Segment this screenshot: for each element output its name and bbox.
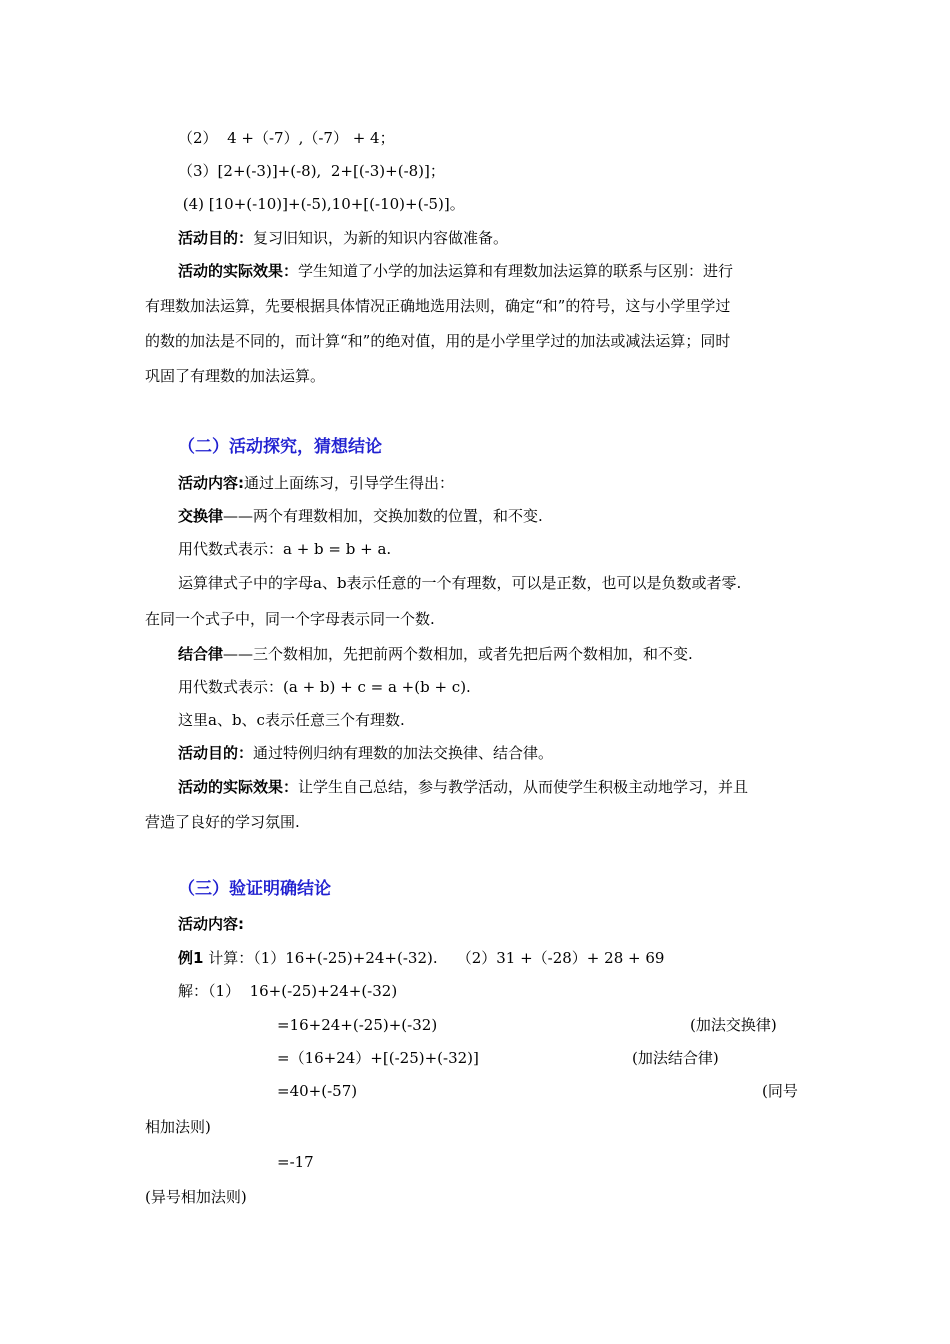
- example-1: [178, 948, 664, 968]
- review-purpose: [178, 228, 508, 248]
- effect-text: 让学生自己总结，参与教学活动，从而使学生积极主动地学习，并且: [298, 778, 749, 796]
- section2-effect-line2: 营造了良好的学习氛围.: [145, 813, 300, 831]
- solution-step1-note: (加法交换律): [690, 1016, 777, 1034]
- review-effect-line3: 的数的加法是不同的，而计算“和”的绝对值，用的是小学里学过的加法或减法运算；同时: [145, 332, 731, 350]
- solution-step3-note-a: (同号: [762, 1082, 798, 1100]
- commutative-law: [178, 506, 543, 526]
- solution-step4-note: (异号相加法则): [145, 1188, 247, 1206]
- exercise-4: (4) [10+(-10)]+(-5),10+[(-10)+(-5)]。: [178, 195, 465, 213]
- review-effect-line1: [178, 261, 733, 281]
- section2-heading: （二）活动探究，猜想结论: [178, 437, 382, 457]
- review-effect-line4: 巩固了有理数的加法运算。: [145, 367, 326, 385]
- content-label: 活动内容:: [178, 474, 244, 492]
- commutative-formula: 用代数式表示：a + b = b + a.: [178, 540, 392, 558]
- solution-step3: =40+(-57): [277, 1082, 358, 1100]
- associative-formula: 用代数式表示：(a + b) + c = a +(b + c).: [178, 678, 471, 696]
- effect-label: 活动的实际效果：: [178, 262, 299, 280]
- solution-step3-note-b: 相加法则): [145, 1118, 211, 1136]
- solution-start: 解：（1） 16+(-25)+24+(-32): [178, 982, 398, 1000]
- section3-content-label: 活动内容:: [178, 915, 244, 933]
- letters-line1: 运算律式子中的字母a、b表示任意的一个有理数，可以是正数，也可以是负数或者零.: [178, 574, 742, 592]
- solution-step2-note: (加法结合律): [632, 1049, 719, 1067]
- commutative-text: ——两个有理数相加，交换加数的位置，和不变.: [223, 507, 543, 525]
- exercise-2: （2） 4 +（-7）,（-7） + 4；: [178, 129, 395, 147]
- section2-purpose: [178, 743, 553, 763]
- example-text: 计算：（1）16+(-25)+24+(-32). （2）31 +（-28）+ 28 + 69: [203, 949, 665, 967]
- purpose-label: 活动目的：: [178, 229, 254, 247]
- purpose-label: 活动目的：: [178, 744, 254, 762]
- solution-step2: =（16+24）+[(-25)+(-32)]: [277, 1049, 479, 1067]
- effect-text: 学生知道了小学的加法运算和有理数加法运算的联系与区别：进行: [298, 262, 734, 280]
- purpose-text: 复习旧知识，为新的知识内容做准备。: [253, 229, 509, 247]
- review-effect-line2: 有理数加法运算，先要根据具体情况正确地选用法则，确定“和”的符号，这与小学里学过: [145, 297, 731, 315]
- section2-content: [178, 473, 454, 493]
- solution-step4: =-17: [277, 1153, 314, 1171]
- exercise-3: （3）[2+(-3)]+(-8), 2+[(-3)+(-8)]；: [178, 162, 445, 180]
- purpose-text: 通过特例归纳有理数的加法交换律、结合律。: [253, 744, 554, 762]
- solution-step1: =16+24+(-25)+(-32): [277, 1016, 438, 1034]
- abc-text: 这里a、b、c表示任意三个有理数.: [178, 711, 405, 729]
- content-text: 通过上面练习，引导学生得出：: [244, 474, 455, 492]
- section2-effect-line1: [178, 777, 748, 797]
- section3-heading: （三）验证明确结论: [178, 879, 331, 899]
- commutative-label: 交换律: [178, 507, 224, 525]
- example-label: 例1: [178, 949, 204, 967]
- associative-law: [178, 644, 693, 664]
- associative-text: ——三个数相加，先把前两个数相加，或者先把后两个数相加，和不变.: [223, 645, 693, 663]
- associative-label: 结合律: [178, 645, 224, 663]
- effect-label: 活动的实际效果：: [178, 778, 299, 796]
- letters-line2: 在同一个式子中，同一个字母表示同一个数.: [145, 610, 435, 628]
